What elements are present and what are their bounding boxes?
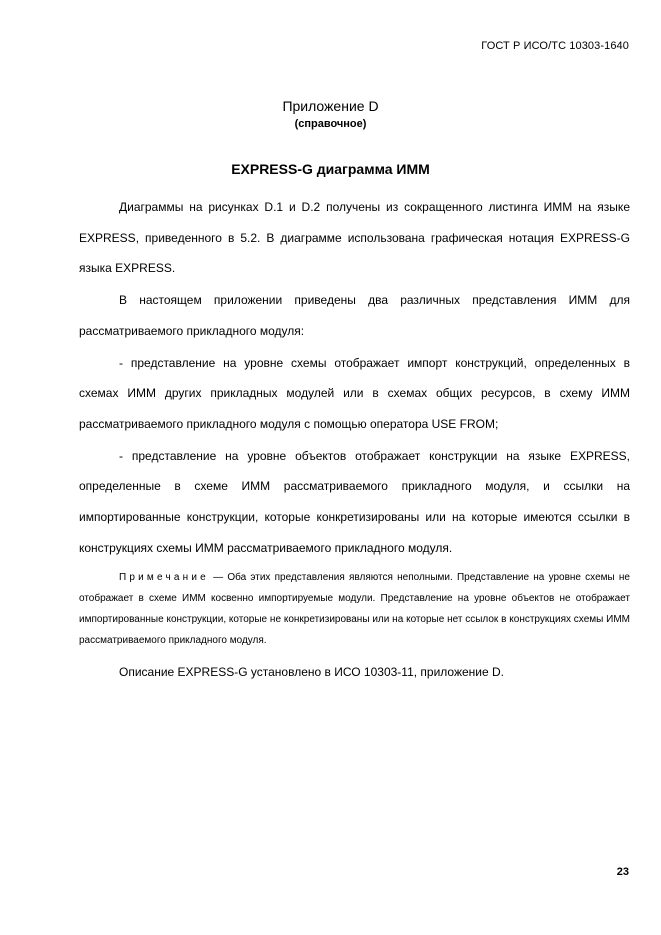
paragraph-object-level: - представление на уровне объектов отображает конструкции на языке EXPRESS, определенные в схеме ИММ рассматриваемого прикладного модуля, и ссылки на импортированные конструкции, которые конкретизированы или на которые имеются ссылки в конструкциях схемы ИММ рассматриваемого прикладного модуля.: [79, 448, 630, 555]
paragraph-express-g-reference: Описание EXPRESS-G установлено в ИСО 10303-11, приложение D.: [119, 665, 504, 680]
paragraph-schema-level: - представление на уровне схемы отображает импорт конструкций, определенных в схемах ИММ других прикладных модулей или в схемах общих ресурсов, в схему ИММ рассматриваемого прикладного модуля с помощью оператора USE FROM;: [79, 355, 630, 431]
annex-title: Приложение D: [282, 98, 379, 114]
annex-subtitle: (справочное): [294, 118, 367, 130]
note-dash: —: [208, 572, 228, 584]
paragraph-intro: Диаграммы на рисунках D.1 и D.2 получены из сокращенного листинга ИММ на языке EXPRESS, приведенного в 5.2. В диаграмме использована графическая нотация EXPRESS-G языка EXPRESS.: [79, 200, 630, 276]
note-paragraph: [79, 567, 630, 651]
note-text: Оба этих представления являются неполными. Представление на уровне схемы не отображает в схеме ИММ косвенно импортируемые модули. Представление на уровне объектов не отображает импортированные конструкции, которые не конкретизированы или на которые нет ссылок в конструкциях схемы ИММ рассматриваемого прикладного модуля.: [79, 572, 630, 647]
page-number: 23: [616, 866, 629, 878]
note-label: Примечание: [119, 572, 209, 584]
document-body: [79, 192, 630, 688]
section-title: EXPRESS-G диаграмма ИММ: [231, 161, 430, 177]
document-code-header: ГОСТ Р ИСО/ТС 10303-1640: [481, 40, 629, 52]
paragraph-representations: В настоящем приложении приведены два различных представления ИММ для рассматриваемого прикладного модуля:: [79, 293, 630, 338]
